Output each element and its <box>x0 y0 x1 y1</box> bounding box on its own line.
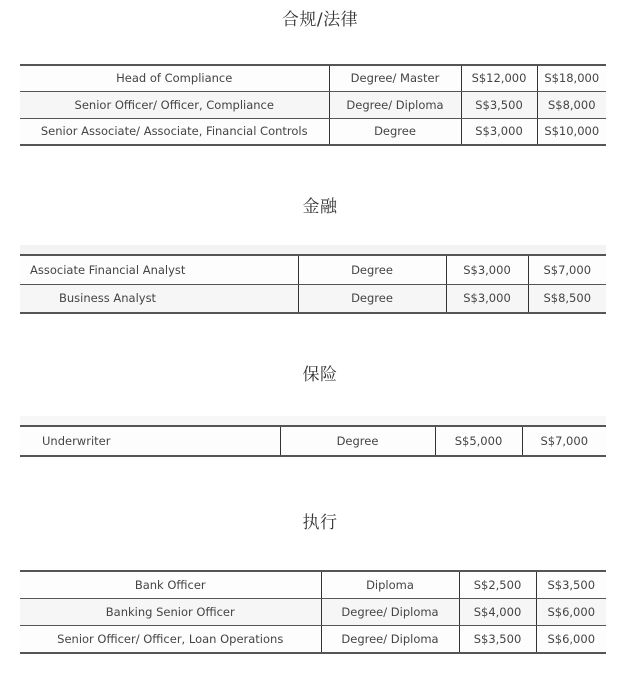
min-salary-cell: S$2,500 <box>459 571 536 598</box>
education-cell: Degree/ Master <box>329 65 461 91</box>
table-row <box>20 426 606 456</box>
table-row <box>20 284 606 313</box>
max-salary-cell: S$18,000 <box>537 65 606 91</box>
max-salary-cell: S$8,000 <box>537 91 606 118</box>
role-cell: Business Analyst <box>20 284 298 313</box>
table-row <box>20 255 606 284</box>
role-cell: Bank Officer <box>20 571 321 598</box>
table-row <box>20 571 606 598</box>
education-cell: Degree <box>298 284 446 313</box>
table-header-band <box>20 416 606 425</box>
min-salary-cell: S$12,000 <box>461 65 537 91</box>
max-salary-cell: S$8,500 <box>528 284 606 313</box>
role-cell: Banking Senior Officer <box>20 598 321 625</box>
section-title-finance: 金融 <box>302 197 338 217</box>
operations-salary-table <box>20 570 606 654</box>
education-cell: Degree/ Diploma <box>321 598 459 625</box>
min-salary-cell: S$3,000 <box>446 255 528 284</box>
section-title-compliance: 合规/法律 <box>281 10 359 30</box>
education-cell: Diploma <box>321 571 459 598</box>
education-cell: Degree <box>298 255 446 284</box>
min-salary-cell: S$5,000 <box>435 426 522 456</box>
table-header-band <box>20 245 606 254</box>
min-salary-cell: S$4,000 <box>459 598 536 625</box>
min-salary-cell: S$3,000 <box>461 118 537 145</box>
max-salary-cell: S$10,000 <box>537 118 606 145</box>
education-cell: Degree <box>280 426 435 456</box>
finance-salary-table <box>20 254 606 314</box>
max-salary-cell: S$7,000 <box>528 255 606 284</box>
role-cell: Senior Officer/ Officer, Compliance <box>20 91 329 118</box>
education-cell: Degree/ Diploma <box>329 91 461 118</box>
max-salary-cell: S$6,000 <box>536 625 606 653</box>
min-salary-cell: S$3,500 <box>461 91 537 118</box>
education-cell: Degree/ Diploma <box>321 625 459 653</box>
education-cell: Degree <box>329 118 461 145</box>
max-salary-cell: S$3,500 <box>536 571 606 598</box>
min-salary-cell: S$3,000 <box>446 284 528 313</box>
section-title-insurance: 保险 <box>302 365 338 385</box>
table-row <box>20 118 606 145</box>
table-row <box>20 65 606 91</box>
role-cell: Head of Compliance <box>20 65 329 91</box>
insurance-salary-table <box>20 425 606 457</box>
compliance-salary-table <box>20 64 606 146</box>
min-salary-cell: S$3,500 <box>459 625 536 653</box>
section-title-operations: 执行 <box>302 513 338 533</box>
role-cell: Senior Associate/ Associate, Financial Controls <box>20 118 329 145</box>
table-row <box>20 625 606 653</box>
table-row <box>20 598 606 625</box>
role-cell: Senior Officer/ Officer, Loan Operations <box>20 625 321 653</box>
max-salary-cell: S$7,000 <box>522 426 606 456</box>
role-cell: Underwriter <box>20 426 280 456</box>
max-salary-cell: S$6,000 <box>536 598 606 625</box>
role-cell: Associate Financial Analyst <box>20 255 298 284</box>
table-row <box>20 91 606 118</box>
